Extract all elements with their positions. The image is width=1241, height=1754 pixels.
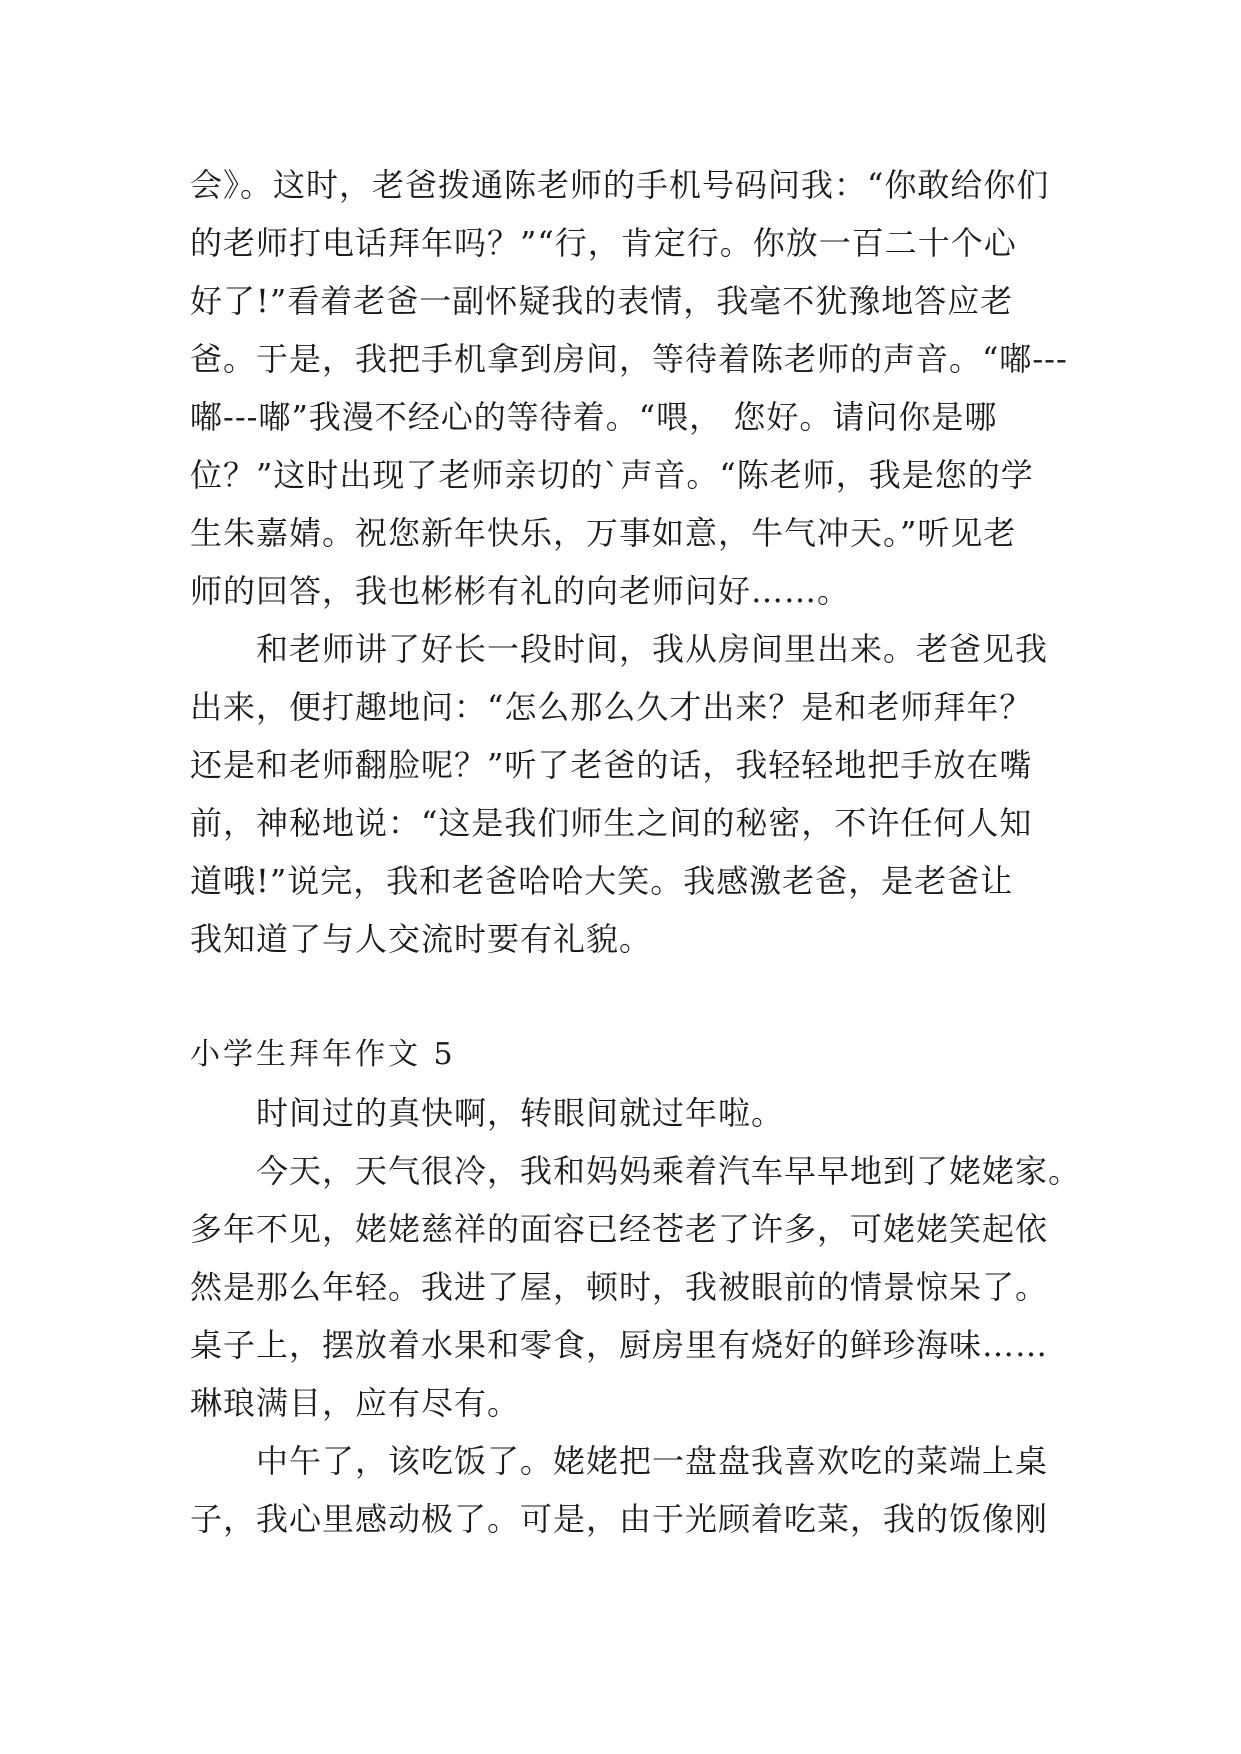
paragraph [190, 620, 1060, 968]
text-line: 还是和老师翻脸呢？”听了老爸的话，我轻轻地把手放在嘴 [190, 746, 1033, 784]
paragraph [190, 1084, 1060, 1142]
text-line: 位？”这时出现了老师亲切的`声音。“陈老师，我是您的学 [190, 456, 1034, 494]
text-line: 多年不见，姥姥慈祥的面容已经苍老了许多，可姥姥笑起依 [190, 1210, 1049, 1248]
section-spacer [190, 968, 1060, 1026]
document-page [190, 156, 1082, 1548]
text-line: 会》。这时，老爸拨通陈老师的手机号码问我：“你敢给你们 [190, 166, 1050, 204]
text-line: 琳琅满目，应有尽有。 [190, 1384, 521, 1422]
text-line: 好了!”看着老爸一副怀疑我的表情，我毫不犹豫地答应老 [190, 282, 1014, 320]
paragraph [190, 1432, 1060, 1548]
text-line: 师的回答，我也彬彬有礼的向老师问好……。 [190, 572, 851, 610]
text-line: 道哦!”说完，我和老爸哈哈大笑。我感激老爸，是老爸让 [190, 862, 1014, 900]
text-line: 时间过的真快啊，转眼间就过年啦。 [256, 1094, 785, 1132]
text-line: 中午了，该吃饭了。姥姥把一盘盘我喜欢吃的菜端上桌 [256, 1442, 1049, 1480]
text-line: 我知道了与人交流时要有礼貌。 [190, 920, 653, 958]
text-line: 爸。于是，我把手机拿到房间，等待着陈老师的声音。“嘟--- [190, 340, 1068, 378]
section-title: 小学生拜年作文 5 [190, 1037, 456, 1072]
paragraph [190, 1142, 1082, 1432]
text-line: 的老师打电话拜年吗？”“行，肯定行。你放一百二十个心 [190, 224, 1017, 262]
text-line: 生朱嘉婧。祝您新年快乐，万事如意，牛气冲天。”听见老 [190, 514, 1017, 552]
text-line: 前，神秘地说：“这是我们师生之间的秘密，不许任何人知 [190, 804, 1033, 842]
text-line: 今天，天气很冷，我和妈妈乘着汽车早早地到了姥姥家。 [256, 1152, 1082, 1190]
text-line: 桌子上，摆放着水果和零食，厨房里有烧好的鲜珍海味…… [190, 1326, 1049, 1364]
text-line: 子，我心里感动极了。可是，由于光顾着吃菜，我的饭像刚 [190, 1500, 1049, 1538]
text-line: 然是那么年轻。我进了屋，顿时，我被眼前的情景惊呆了。 [190, 1268, 1049, 1306]
paragraph [190, 156, 1068, 620]
text-line: 出来，便打趣地问：“怎么那么久才出来？是和老师拜年？ [190, 688, 1033, 726]
text-line: 和老师讲了好长一段时间，我从房间里出来。老爸见我 [256, 630, 1049, 668]
text-line: 嘟---嘟”我漫不经心的等待着。“喂， 您好。请问你是哪 [190, 398, 998, 436]
